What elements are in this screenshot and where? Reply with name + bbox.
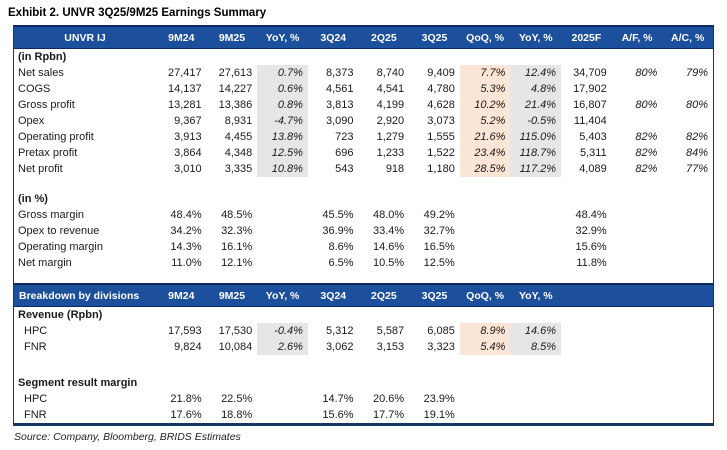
section-label: (in %) (18, 193, 48, 205)
table-row (14, 207, 713, 223)
data-cell: 1,522 (427, 147, 455, 159)
data-cell (561, 391, 612, 407)
earnings-summary-table (13, 25, 714, 426)
data-cell: 17.7% (372, 409, 405, 421)
header-cell: 3Q25 (421, 289, 448, 302)
data-cell (662, 323, 713, 339)
data-cell (257, 255, 308, 271)
data-cell (510, 207, 561, 223)
data-cell: 115.0% (510, 129, 561, 145)
data-cell: 48.0% (372, 209, 405, 221)
table-row (14, 145, 713, 161)
row-label: Gross margin (18, 209, 85, 221)
data-cell: 16.1% (221, 241, 253, 253)
data-cell: 4,561 (326, 83, 354, 95)
data-cell: 5,403 (579, 131, 607, 143)
data-cell: 696 (335, 147, 354, 159)
data-cell: 3,323 (427, 341, 455, 353)
data-cell: 14.3% (170, 241, 202, 253)
data-cell: 4,089 (579, 163, 607, 175)
row-label: HPC (24, 325, 48, 337)
data-cell: 27,417 (167, 67, 202, 79)
data-cell (460, 207, 511, 223)
header-cell: QoQ, % (466, 289, 505, 302)
data-cell (612, 239, 663, 255)
header-cell: YoY, % (518, 289, 553, 302)
table1-header-row (14, 25, 713, 49)
section-spacer (14, 177, 713, 191)
data-cell (662, 407, 713, 423)
data-cell: 12.5% (423, 257, 455, 269)
data-cell (460, 391, 511, 407)
data-cell: 7.7% (460, 65, 511, 81)
data-cell: 118.7% (510, 145, 561, 161)
section-label: (in Rpbn) (18, 51, 67, 63)
data-cell: 3,090 (326, 115, 354, 127)
data-cell (460, 407, 511, 423)
data-cell: 2,920 (376, 115, 405, 127)
data-cell: 10.2% (460, 97, 511, 113)
data-cell: 22.5% (221, 393, 253, 405)
section-label: Segment result margin (18, 377, 138, 389)
row-label: FNR (24, 341, 47, 353)
row-label: Net sales (18, 67, 64, 79)
data-cell: 918 (385, 163, 405, 175)
data-cell: 12.4% (510, 65, 561, 81)
data-cell (510, 239, 561, 255)
table-row (14, 161, 713, 177)
data-cell: 28.5% (460, 161, 511, 177)
data-cell: -0.5% (510, 113, 561, 129)
data-cell (612, 223, 663, 239)
data-cell: 19.1% (423, 409, 455, 421)
data-cell: 80% (635, 67, 658, 79)
data-cell: 4.8% (510, 81, 561, 97)
data-cell: 5,312 (326, 325, 354, 337)
data-cell: 0.8% (257, 97, 308, 113)
data-cell: 16.5% (423, 241, 455, 253)
data-cell (612, 391, 663, 407)
data-cell: 16,807 (573, 99, 607, 111)
data-cell (612, 323, 663, 339)
data-cell (612, 255, 663, 271)
data-cell: 10.5% (372, 257, 405, 269)
header-cell: 2Q25 (371, 31, 397, 44)
data-cell (510, 407, 561, 423)
table-row (14, 391, 713, 407)
data-cell: 9,409 (427, 67, 455, 79)
table-row (14, 97, 713, 113)
data-cell: 11.0% (171, 257, 202, 269)
data-cell: 3,073 (427, 115, 455, 127)
row-label: Operating profit (18, 131, 94, 143)
data-cell (510, 255, 561, 271)
data-cell: 4,628 (427, 99, 455, 111)
table-row (14, 323, 713, 339)
header-cell: 2Q25 (371, 289, 397, 302)
header-cell: A/C, % (671, 31, 705, 44)
header-cell: Breakdown by divisions (19, 289, 140, 302)
data-cell: 1,233 (376, 147, 405, 159)
data-cell: 543 (335, 163, 354, 175)
header-cell: YoY, % (265, 31, 300, 44)
table2-body (14, 307, 713, 423)
data-cell (662, 207, 713, 223)
row-label: Gross profit (18, 99, 75, 111)
table-row (14, 81, 713, 97)
data-cell (460, 239, 511, 255)
row-label: Net margin (18, 257, 72, 269)
data-cell: 2.6% (257, 339, 308, 355)
data-cell: -4.7% (257, 113, 308, 129)
data-cell: 17,530 (218, 325, 253, 337)
data-cell (257, 391, 308, 407)
table-row (14, 407, 713, 423)
row-label: COGS (18, 83, 51, 95)
section-label-row (14, 307, 713, 323)
data-cell: 27,613 (218, 67, 253, 79)
header-cell: 2025F (571, 31, 602, 44)
data-cell: 9,824 (174, 341, 202, 353)
data-cell: 4,780 (427, 83, 455, 95)
header-cell: 3Q25 (421, 31, 448, 44)
data-cell: 12.1% (221, 257, 253, 269)
data-cell (612, 81, 663, 97)
data-cell: 17,902 (573, 83, 607, 95)
data-cell: 5.2% (460, 113, 511, 129)
data-cell (662, 113, 713, 129)
row-label: HPC (24, 393, 48, 405)
table2-header-row (14, 283, 713, 307)
data-cell: 14,227 (218, 83, 253, 95)
data-cell: 49.2% (423, 209, 455, 221)
data-cell: 10.8% (257, 161, 308, 177)
data-cell: 1,180 (427, 163, 455, 175)
table-row (14, 239, 713, 255)
data-cell: -0.4% (257, 323, 308, 339)
data-cell: 8,740 (376, 67, 405, 79)
data-cell (662, 255, 713, 271)
row-label: Opex (18, 115, 45, 127)
data-cell: 8.5% (510, 339, 561, 355)
data-cell: 3,335 (224, 163, 253, 175)
data-cell (612, 207, 663, 223)
data-cell: 45.5% (322, 209, 354, 221)
data-cell: 11,404 (573, 115, 607, 127)
data-cell: 14,137 (167, 83, 202, 95)
data-cell: 9,367 (174, 115, 202, 127)
data-cell: 84% (685, 147, 708, 159)
data-cell (510, 391, 561, 407)
data-cell: 82% (635, 147, 658, 159)
data-cell: 3,813 (326, 99, 354, 111)
data-cell (561, 323, 612, 339)
data-cell: 48.4% (575, 209, 607, 221)
data-cell (510, 223, 561, 239)
data-cell: 32.9% (575, 225, 607, 237)
header-cell: YoY, % (265, 289, 300, 302)
row-label: Pretax profit (18, 147, 78, 159)
data-cell: 82% (635, 163, 658, 175)
table-row (14, 255, 713, 271)
data-cell: 3,153 (376, 341, 405, 353)
data-cell: 79% (685, 67, 708, 79)
header-cell: UNVR IJ (64, 31, 106, 44)
data-cell: 3,010 (174, 163, 202, 175)
data-cell: 5.4% (460, 339, 511, 355)
exhibit-title: Exhibit 2. UNVR 3Q25/9M25 Earnings Summary (8, 7, 267, 19)
table-row (14, 65, 713, 81)
data-cell: 48.5% (221, 209, 253, 221)
data-cell: 8,931 (224, 115, 253, 127)
section-label: Revenue (Rpbn) (18, 309, 103, 321)
row-label: Opex to revenue (18, 225, 100, 237)
data-cell: 15.6% (575, 241, 607, 253)
data-cell: 23.9% (423, 393, 455, 405)
data-cell: 3,913 (174, 131, 202, 143)
data-cell: 117.2% (510, 161, 561, 177)
row-label: Operating margin (18, 241, 103, 253)
data-cell (257, 407, 308, 423)
data-cell: 1,555 (427, 131, 455, 143)
data-cell: 13,386 (218, 99, 253, 111)
header-cell: 9M25 (218, 31, 246, 44)
data-cell (460, 223, 511, 239)
table1-body (14, 49, 713, 271)
header-cell: 9M24 (168, 31, 195, 44)
data-cell: 17,593 (167, 325, 202, 337)
data-cell: 18.8% (221, 409, 253, 421)
data-cell (257, 207, 308, 223)
spacer (14, 271, 713, 283)
data-cell: 12.5% (257, 145, 308, 161)
data-cell: 4,348 (224, 147, 253, 159)
data-cell: 4,541 (376, 83, 405, 95)
table-row (14, 129, 713, 145)
data-cell: 15.6% (322, 409, 354, 421)
data-cell: 20.6% (372, 393, 405, 405)
section-label-row (14, 191, 713, 207)
data-cell: 0.7% (257, 65, 308, 81)
data-cell: 32.3% (221, 225, 253, 237)
data-cell: 4,455 (224, 131, 253, 143)
header-cell: 3Q24 (320, 31, 347, 44)
header-cell: A/F, % (621, 31, 653, 44)
data-cell: 33.4% (372, 225, 405, 237)
data-cell (561, 407, 612, 423)
data-cell (662, 81, 713, 97)
data-cell: 36.9% (322, 225, 354, 237)
header-cell: 3Q24 (320, 289, 347, 302)
data-cell (257, 223, 308, 239)
data-cell: 3,062 (326, 341, 354, 353)
data-cell: 723 (335, 131, 354, 143)
data-cell: 80% (685, 99, 708, 111)
data-cell: 8.9% (460, 323, 511, 339)
data-cell: 34,709 (573, 67, 607, 79)
data-cell: 4,199 (376, 99, 405, 111)
data-cell: 77% (685, 163, 708, 175)
data-cell: 6,085 (427, 325, 455, 337)
section-label-row (14, 375, 713, 391)
data-cell: 6.5% (328, 257, 354, 269)
section-label-row (14, 49, 713, 65)
data-cell: 17.6% (170, 409, 202, 421)
data-cell: 34.2% (170, 225, 202, 237)
data-cell: 11.8% (576, 257, 607, 269)
data-cell (662, 223, 713, 239)
data-cell: 10,084 (218, 341, 253, 353)
header-cell: 9M25 (218, 289, 246, 302)
data-cell (662, 391, 713, 407)
data-cell (662, 239, 713, 255)
data-cell (561, 339, 612, 355)
header-cell: YoY, % (518, 31, 553, 44)
data-cell: 13,281 (167, 99, 202, 111)
data-cell (612, 339, 663, 355)
header-cell: QoQ, % (466, 31, 505, 44)
data-cell: 14.6% (372, 241, 405, 253)
source-note: Source: Company, Bloomberg, BRIDS Estimates (14, 431, 241, 443)
data-cell: 14.6% (510, 323, 561, 339)
data-cell: 5,311 (580, 147, 607, 159)
data-cell: 21.6% (460, 129, 511, 145)
data-cell (612, 407, 663, 423)
data-cell: 13.8% (257, 129, 308, 145)
data-cell: 21.4% (510, 97, 561, 113)
data-cell (460, 255, 511, 271)
data-cell: 8,373 (326, 67, 354, 79)
table-row (14, 113, 713, 129)
data-cell: 23.4% (460, 145, 511, 161)
section-spacer (14, 355, 713, 375)
data-cell: 1,279 (376, 131, 405, 143)
data-cell: 82% (635, 131, 658, 143)
table-row (14, 339, 713, 355)
data-cell (662, 339, 713, 355)
row-label: FNR (24, 409, 47, 421)
data-cell (257, 239, 308, 255)
data-cell: 3,864 (174, 147, 202, 159)
row-label: Net profit (18, 163, 63, 175)
data-cell: 8.6% (328, 241, 354, 253)
data-cell: 5,587 (376, 325, 405, 337)
data-cell: 80% (635, 99, 658, 111)
data-cell: 0.6% (257, 81, 308, 97)
data-cell: 14.7% (322, 393, 354, 405)
data-cell: 5.3% (460, 81, 511, 97)
table-row (14, 223, 713, 239)
data-cell: 32.7% (423, 225, 455, 237)
header-cell: 9M24 (168, 289, 195, 302)
data-cell: 82% (685, 131, 708, 143)
data-cell: 21.8% (170, 393, 202, 405)
data-cell (612, 113, 663, 129)
data-cell: 48.4% (170, 209, 202, 221)
